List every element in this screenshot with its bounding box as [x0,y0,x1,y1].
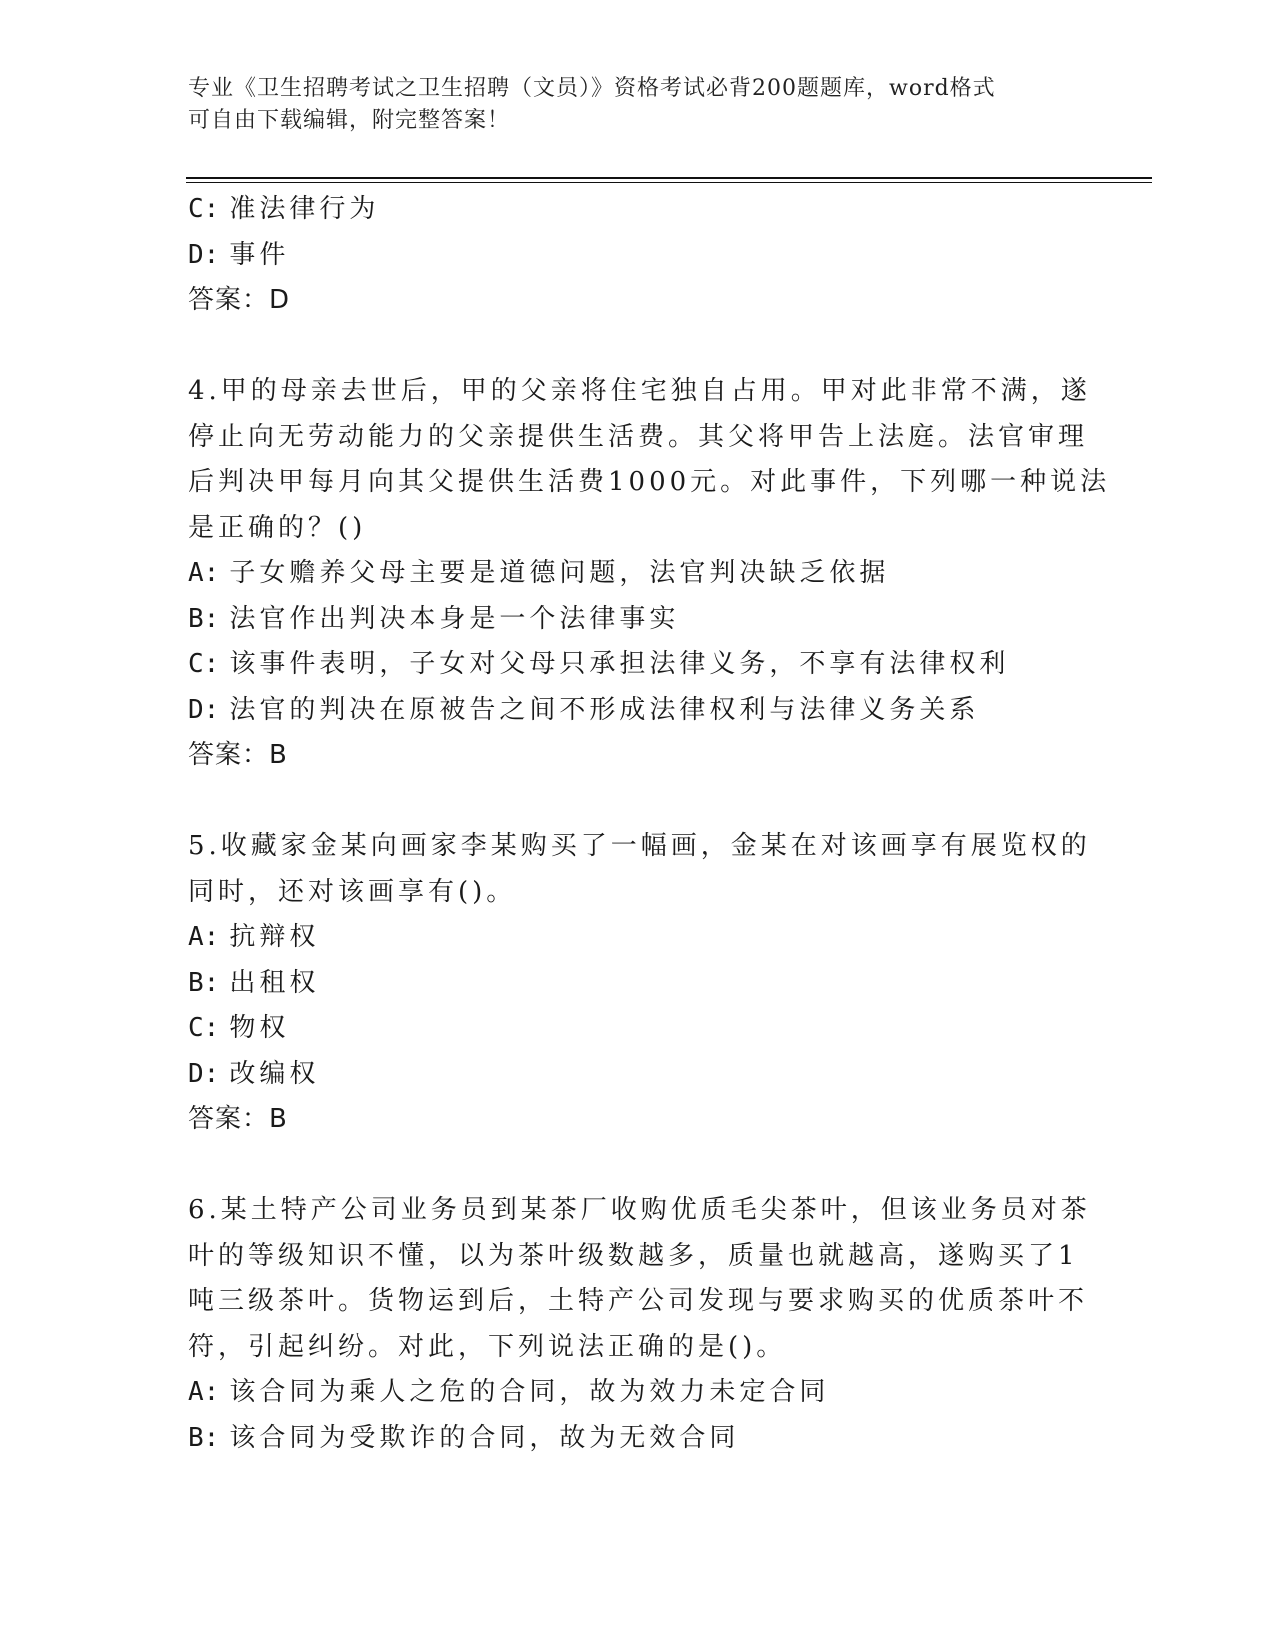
answer-key: 答案：D [188,285,291,315]
option-text: 改编权 [229,1058,320,1089]
option-letter: B: [188,1422,220,1453]
question-stem-line: 符，引起纠纷。对此，下列说法正确的是()。 [188,1331,787,1362]
header-line-2: 可自由下载编辑，附完整答案！ [188,108,511,133]
answer-option [188,1006,1088,1052]
answer-option [188,1416,1088,1462]
option-letter: B: [188,603,220,634]
header-line-1: 专业《卫生招聘考试之卫生招聘（文员）》资格考试必背200题题库，word格式 [188,76,996,101]
answer-option [188,642,1088,688]
option-letter: D: [188,239,220,270]
option-text: 该合同为受欺诈的合同，故为无效合同 [229,1422,740,1453]
option-letter: A: [188,922,220,952]
answer-key: 答案：B [188,740,288,770]
option-letter: C: [188,194,220,224]
answer-option [188,551,1088,597]
option-text: 该合同为乘人之危的合同，故为效力未定合同 [229,1377,830,1407]
answer-key: 答案：B [188,1104,288,1134]
answer-option [188,961,1088,1007]
option-text: 子女赡养父母主要是道德问题，法官判决缺乏依据 [229,558,890,588]
paragraph-gap [188,1143,1088,1189]
question-stem-line: 同时，还对该画享有()。 [188,876,517,907]
answer-option [188,915,1088,961]
question-stem-line: 是正确的？() [188,512,367,543]
page-header [188,73,1068,137]
option-text: 法官的判决在原被告之间不形成法律权利与法律义务关系 [229,694,980,725]
question-stem-line: 4.甲的母亲去世后，甲的父亲将住宅独自占用。甲对此非常不满，遂 [188,376,1091,406]
question-stem-line: 5.收藏家金某向画家李某购买了一幅画，金某在对该画享有展览权的 [188,831,1091,861]
option-letter: A: [188,1377,220,1407]
option-text: 法官作出判决本身是一个法律事实 [229,603,680,634]
option-text: 物权 [229,1013,290,1043]
header-rule-thin [186,182,1152,183]
option-letter: D: [188,1058,220,1089]
option-letter: A: [188,558,220,588]
option-text: 事件 [229,239,290,270]
option-text: 抗辩权 [229,922,320,952]
question-stem-line: 吨三级茶叶。货物运到后，土特产公司发现与要求购买的优质茶叶不 [188,1286,1089,1316]
question-content [188,187,1111,1461]
question-stem-line: 叶的等级知识不懂，以为茶叶级数越多，质量也就越高，遂购买了1 [188,1240,1079,1271]
option-text: 出租权 [229,967,320,998]
paragraph-gap [188,324,1088,370]
paragraph-gap [188,779,1088,825]
option-letter: D: [188,694,220,725]
answer-option [188,597,1088,643]
answer-option [188,688,1088,734]
question-stem-line: 后判决甲每月向其父提供生活费1000元。对此事件，下列哪一种说法 [188,467,1111,497]
question-stem-line: 6.某土特产公司业务员到某茶厂收购优质毛尖茶叶，但该业务员对茶 [188,1195,1091,1225]
option-text: 该事件表明，子女对父母只承担法律义务，不享有法律权利 [229,649,1010,679]
answer-option [188,1052,1088,1098]
question-stem-line: 停止向无劳动能力的父亲提供生活费。其父将甲告上法庭。法官审理 [188,421,1089,452]
answer-option [188,187,1088,233]
answer-option [188,233,1088,279]
header-rule-thick [186,177,1152,179]
option-text: 准法律行为 [229,194,380,224]
answer-option [188,1370,1088,1416]
option-letter: C: [188,649,220,679]
option-letter: C: [188,1013,220,1043]
option-letter: B: [188,967,220,998]
